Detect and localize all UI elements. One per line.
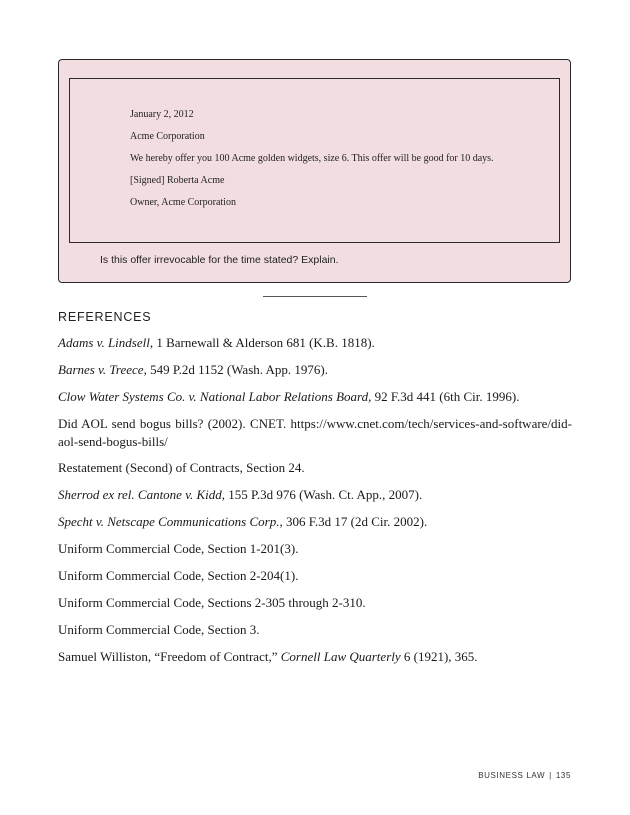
reference-item-adams xyxy=(58,334,572,352)
reference-item-ucc-3: Uniform Commercial Code, Section 3. xyxy=(58,622,260,637)
letter-signer-title: Owner, Acme Corporation xyxy=(130,197,236,208)
footer-separator: | xyxy=(549,771,552,780)
exercise-question: Is this offer irrevocable for the time stated? Explain. xyxy=(100,254,339,266)
letter-company: Acme Corporation xyxy=(130,131,205,142)
citation: , 1 Barnewall & Alderson 681 (K.B. 1818). xyxy=(149,335,375,350)
case-name: Adams v. Lindsell xyxy=(58,335,150,350)
section-divider xyxy=(263,296,367,297)
exercise-box xyxy=(58,59,571,283)
citation: 6 (1921), 365. xyxy=(400,649,478,664)
case-name: Barnes v. Treece xyxy=(58,362,144,377)
reference-item-sherrod xyxy=(58,486,572,504)
letter-offer-text: We hereby offer you 100 Acme golden widgets, size 6. This offer will be good for 10 days. xyxy=(130,153,494,164)
case-name: Clow Water Systems Co. v. National Labor Relations Board xyxy=(58,389,369,404)
offer-letter-box xyxy=(69,78,560,243)
journal-name: Cornell Law Quarterly xyxy=(280,649,401,664)
citation: , 155 P.3d 976 (Wash. Ct. App., 2007). xyxy=(221,487,423,502)
book-title: BUSINESS LAW xyxy=(478,771,546,780)
reference-item-aol: Did AOL send bogus bills? (2002). CNET. https://www.cnet.com/tech/services-and-software/did-aol-send-bogus-bills/ xyxy=(58,416,572,449)
reference-item-clow xyxy=(58,388,572,406)
citation: , 306 F.3d 17 (2d Cir. 2002). xyxy=(279,514,428,529)
reference-item-specht xyxy=(58,513,572,531)
letter-signature: [Signed] Roberta Acme xyxy=(130,175,225,186)
references-heading: REFERENCES xyxy=(58,310,152,324)
letter-date: January 2, 2012 xyxy=(130,109,194,120)
reference-item-ucc-2-305: Uniform Commercial Code, Sections 2-305 through 2-310. xyxy=(58,595,366,610)
citation: , 549 P.2d 1152 (Wash. App. 1976). xyxy=(143,362,329,377)
page-number: 135 xyxy=(555,771,571,780)
reference-item-williston xyxy=(58,648,572,666)
case-name: Specht v. Netscape Communications Corp. xyxy=(58,514,280,529)
case-name: Sherrod ex rel. Cantone v. Kidd xyxy=(58,487,222,502)
reference-item-restatement: Restatement (Second) of Contracts, Section 24. xyxy=(58,460,305,475)
citation: , 92 F.3d 441 (6th Cir. 1996). xyxy=(368,389,520,404)
author-title: Samuel Williston, “Freedom of Contract,” xyxy=(58,649,281,664)
reference-item-ucc-2-204: Uniform Commercial Code, Section 2-204(1). xyxy=(58,568,299,583)
reference-item-barnes xyxy=(58,361,572,379)
reference-item-ucc-1-201: Uniform Commercial Code, Section 1-201(3). xyxy=(58,541,299,556)
page-footer xyxy=(478,771,571,781)
